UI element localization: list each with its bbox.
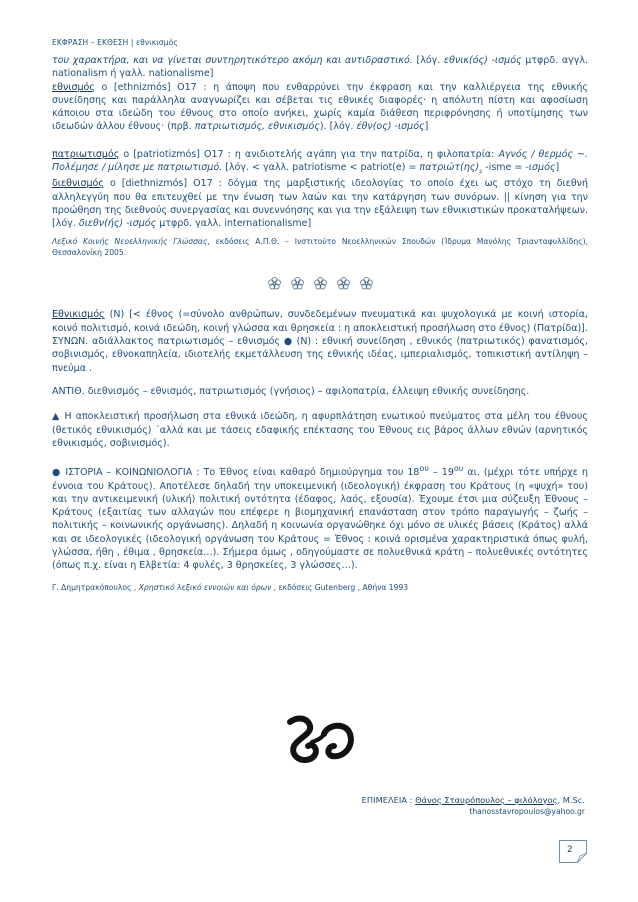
term-diethnismos: διεθνισμός [52, 178, 104, 190]
history-sociology-paragraph: ● ΙΣΤΟΡΙΑ – ΚΟΙΝΩΝΙΟΛΟΓΙΑ : Το Έθνος είναι καθαρό δημιούργημα του $18^{o\upsilon} - 19^{o\upsilon}$ αι. (μέχρι τότε υπήρχε η έννοια του Κράτους). Αποτέλεσε δηλαδή την υποκειμενική (ιδεολογική) έκφραση του Κράτους (η «ψυχή» του) και την αντικειμενική (υλική) πολιτική οντότητα (έδαφος, λαός, εξουσία). Έχουμε έτσι μια σύζευξη Έθνους – Κράτους (εξαιτίας των αλλαγών που επέφερε η βιομηχανική επανάσταση στον τρόπο παραγωγής – ζωής – πολιτικής – κοινωνικής οργάνωσης). Δηλαδή η κοινωνία οργανώθηκε όχι μόνο σε υλικές βάσεις (Κράτος) αλλά και σε ιδεολογικές (ιδεολογική οργάνωση του Κράτους = Έθνος : κοινά ορισμένα χαρακτηριστικά όπως φυλή, γλώσσα, ήθη , έθιμα , θρησκεία…). Σήμερα όμως , οδηγούμαστε σε πολυεθνικά κράτη – πολυεθνικές οντότητες (όπως π.χ. είναι η Ελβετία: 4 φυλές, 3 θρησκείες, 3 γλώσσες…). [52, 464, 588, 572]
page-number-box [559, 840, 587, 863]
flower-icon [313, 276, 328, 291]
flower-icon [267, 276, 282, 291]
definition-ethnismos: εθνισμός ο [ethnizmós] Ο17 : η άποψη που ενθαρρύνει την έκφραση και την καλλιέργεια της εθνικής συνείδησης και παράλληλα αναγνωρίζει και σέβεται τις εθνικές διαφορές· η απόλυτη πίστη και αφοσίωση κάποιου στα ιδεώδη του έθνους στο οποίο ανήκει, χωρίς καμία διάθεση περιφρόνησης ή υποτίμησης των ιδεωδών άλλου έθνους· (πρβ. πατριωτισμός, εθνικισμός). [λόγ. έθν(ος) -ισμός] [52, 81, 588, 133]
ornament-divider [52, 276, 588, 291]
definition-diethnismos: διεθνισμός ο [diethnizmós] Ο17 : δόγμα της μαρξιστικής ιδεολογίας το οποίο έχει ως στόχο τη διεθνή αλληλεγγύη που θα επιτευχθεί με την ένωση των λαών και την κατάργηση των συνόρων. || κίνηση για την προώθηση της διεθνούς συνεργασίας και συνεννόησης και για την εξάλειψη των εθνικιστικών προκαταλήψεων. [λόγ. διεθν(ής) -ισμός μτφρδ. γαλλ. internationalisme] [52, 178, 588, 230]
page-header: ΕΚΦΡΑΣΗ – ΕΚΘΕΣΗ | εθνικισμός [52, 38, 178, 47]
flower-icon [290, 276, 305, 291]
definition-ethnikismos: Εθνικισμός (Ν) [< έθνος (=σύνολο ανθρώπων, συνδεδεμένων πνευματικά και ψυχολογικά με κοινή ιστορία, κοινό πολιτισμό, κοινά ιδεώδη, κοινή γλώσσα και θρησκεία : η αποκλειστική προσήλωση στο έθνος) (Πατρίδα)]. [52, 309, 588, 334]
term-ethnikismos: Εθνικισμός [52, 309, 105, 321]
editor-name: Θάνος Σταυρόπουλος – φιλόλογος [415, 795, 558, 805]
calligraphic-ornament-icon [284, 712, 358, 770]
flower-icon [336, 276, 351, 291]
page-number: 2 [567, 845, 573, 855]
term-patriotismos: πατριωτισμός [52, 148, 120, 160]
editor-line: ΕΠΙΜΕΛΕΙΑ : Θάνος Σταυρόπουλος – φιλόλογος, M.Sc. [361, 795, 585, 805]
signature-block [362, 794, 585, 818]
antonyms: ΑΝΤΙΘ. διεθνισμός – εθνισμός, πατριωτισμός (γνήσιος) – αφιλοπατρία, έλλειψη εθνικής συνείδησης. [52, 385, 530, 397]
source-reference-2: Γ. Δημητρακόπουλος , Χρηστικό λεξικό εννοιών και όρων , εκδόσεις Gutenberg , Αθήνα 1993 [52, 582, 409, 592]
main-content [52, 54, 588, 593]
page-curl-icon [577, 853, 587, 863]
synonyms: ΣΥΝΩΝ. αδιάλλακτος πατριωτισμός – εθνισμός ● (Ν) : εθνική συνείδηση , εθνικός (πατριωτικός) φανατισμός, σοβινισμός, εθνοκαπηλεία, ιδιοτελής εκμετάλλευση της εθνικής ιδέας, ιμπεριαλισμός, τοπικιστική αντίληψη – πνεύμα . [52, 336, 588, 374]
note-paragraph: ▲ Η αποκλειστική προσήλωση στα εθνικά ιδεώδη, η αφυρπλάτηση ενωτικού πνεύματος στα μέλη του έθνους (θετικός εθνικισμός) ΄αλλά και με τάσεις εδαφικής επέκτασης του Έθνους εις βάρος άλλων εθνών (αρνητικός εθνικισμός, σοβινισμός). [52, 411, 588, 449]
flower-icon [359, 276, 374, 291]
editor-email: thanosstavropoulos@yahoo.gr [469, 807, 585, 816]
source-reference-1: Λεξικό Κοινής Νεοελληνικής Γλώσσας, εκδόσεις Α.Π.Θ. – Ινστιτούτο Νεοελληνικών Σπουδών (Ίδρυμα Μανόλης Τριανταφυλλίδης), Θεσσαλονίκη 2005. [52, 237, 588, 258]
term-ethnismos: εθνισμός [52, 81, 95, 93]
definition-patriotismos: πατριωτισμός ο [patriotizmós] Ο17 : η ανιδιοτελής αγάπη για την πατρίδα, η φιλοπατρία: Αγνός / θερμός ~. Πολέμησε / μίλησε με πατριωτισμό. [λόγ. < γαλλ. patriotisme < patriot(e) = $\pi\alpha\tau\rho\iota ώ\tau(\eta\varsigma)_{_2}$ -isme = -ισμός] [52, 148, 589, 175]
paragraph-continuation: του χαρακτήρα, και να γίνεται συντηρητικότερο ακόμη και αντιδραστικό. [λόγ. εθνικ(ός) -ισμός μτφρδ. αγγλ. nationalism ή γαλλ. nationalisme] [52, 55, 588, 80]
